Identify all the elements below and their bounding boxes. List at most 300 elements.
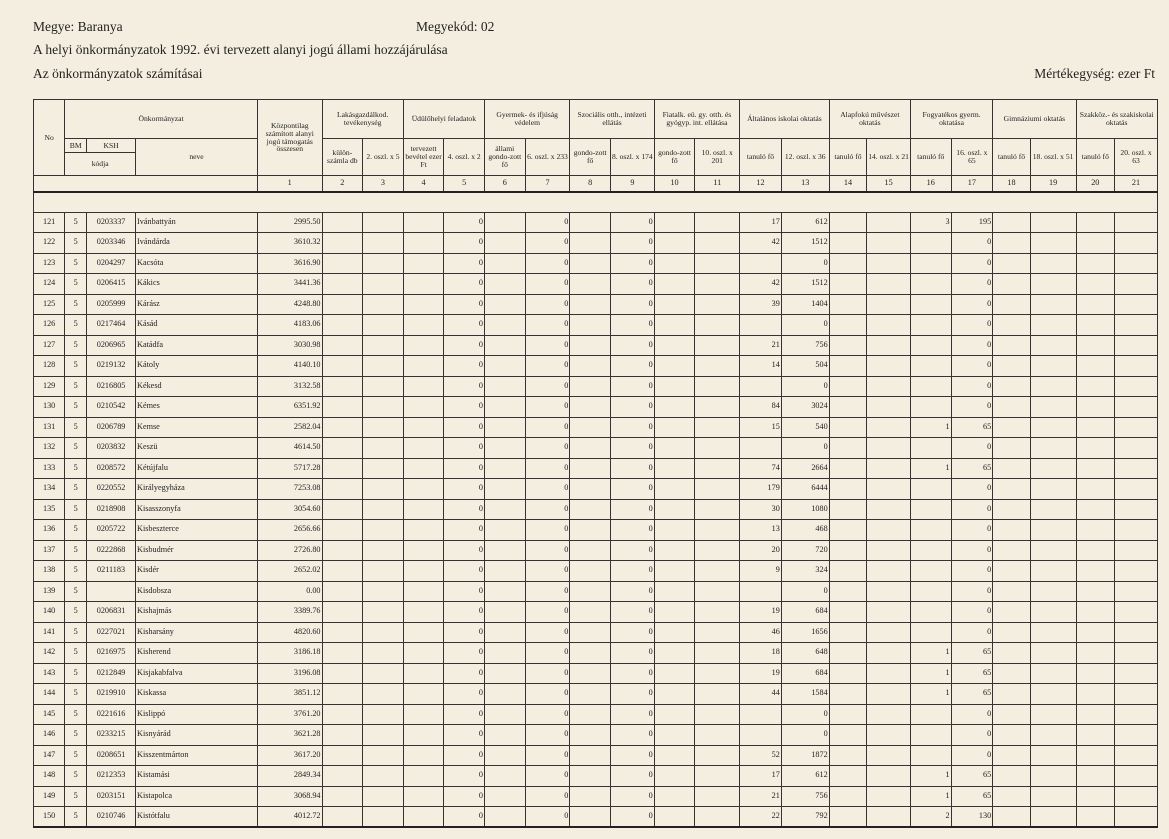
value-cell-c15	[867, 622, 911, 643]
value-cell-c10	[654, 540, 695, 561]
value-cell-c12	[740, 315, 782, 336]
value-cell-c6	[484, 458, 525, 479]
value-cell-c7: 0	[525, 540, 570, 561]
value-cell-c2	[322, 581, 363, 602]
value-cell-c19	[1030, 294, 1076, 315]
value-cell-c9: 0	[611, 725, 655, 746]
value-cell-c7: 0	[525, 397, 570, 418]
value-cell-c18	[993, 602, 1030, 623]
value-cell-c17: 0	[951, 233, 993, 254]
value-cell-c2	[322, 663, 363, 684]
value-cell-c16	[910, 233, 951, 254]
value-cell-c16	[910, 745, 951, 766]
value-cell-c17: 0	[951, 622, 993, 643]
value-cell-c5: 0	[444, 479, 485, 500]
value-cell-c10	[654, 376, 695, 397]
row-no-cell: 141	[34, 622, 65, 643]
ksh-code-cell: 0222868	[87, 540, 136, 561]
municipality-name-cell: Kisherend	[136, 643, 258, 664]
municipality-name-cell: Kislippó	[136, 704, 258, 725]
value-cell-c4	[403, 704, 444, 725]
total-cell: 2849.34	[257, 766, 322, 787]
value-cell-c7: 0	[525, 807, 570, 828]
value-cell-c12: 9	[740, 561, 782, 582]
group-header: Fogyatékos gyerm. oktatása	[910, 100, 992, 139]
value-cell-c5: 0	[444, 540, 485, 561]
value-cell-c10	[654, 438, 695, 459]
column-number: 7	[525, 176, 570, 192]
bm-code-cell: 5	[65, 663, 87, 684]
value-cell-c9: 0	[611, 520, 655, 541]
value-cell-c7: 0	[525, 725, 570, 746]
value-cell-c12: 20	[740, 540, 782, 561]
value-cell-c13: 0	[781, 376, 829, 397]
total-cell: 6351.92	[257, 397, 322, 418]
value-cell-c3	[363, 479, 404, 500]
total-cell: 2652.02	[257, 561, 322, 582]
sub-header: tanuló fő	[829, 139, 866, 176]
value-cell-c12	[740, 438, 782, 459]
value-cell-c2	[322, 376, 363, 397]
col-bm-header: BM	[65, 139, 87, 153]
column-number: 2	[322, 176, 363, 192]
value-cell-c19	[1030, 684, 1076, 705]
bm-code-cell: 5	[65, 520, 87, 541]
value-cell-c5: 0	[444, 663, 485, 684]
value-cell-c3	[363, 643, 404, 664]
value-cell-c15	[867, 479, 911, 500]
table-row	[34, 294, 1158, 315]
value-cell-c4	[403, 479, 444, 500]
row-no-cell: 126	[34, 315, 65, 336]
value-cell-c12: 39	[740, 294, 782, 315]
value-cell-c3	[363, 458, 404, 479]
table-row	[34, 233, 1158, 254]
value-cell-c17: 65	[951, 458, 993, 479]
sub-header: tanuló fő	[910, 139, 951, 176]
value-cell-c20	[1076, 274, 1115, 295]
value-cell-c17: 0	[951, 397, 993, 418]
table-header	[34, 100, 1158, 192]
value-cell-c8	[570, 212, 611, 233]
bm-code-cell: 5	[65, 684, 87, 705]
value-cell-c16: 3	[910, 212, 951, 233]
unit-label: Mértékegység: ezer Ft	[1034, 66, 1155, 81]
value-cell-c18	[993, 253, 1030, 274]
value-cell-c4	[403, 602, 444, 623]
value-cell-c4	[403, 581, 444, 602]
value-cell-c13: 612	[781, 212, 829, 233]
value-cell-c15	[867, 725, 911, 746]
value-cell-c21	[1115, 376, 1158, 397]
municipality-name-cell: Kékesd	[136, 376, 258, 397]
column-number: 20	[1076, 176, 1115, 192]
county-code-label: Megyekód: 02	[416, 19, 495, 34]
value-cell-c8	[570, 704, 611, 725]
value-cell-c11	[695, 704, 740, 725]
value-cell-c17: 0	[951, 356, 993, 377]
value-cell-c2	[322, 458, 363, 479]
municipality-name-cell: Kisbudmér	[136, 540, 258, 561]
value-cell-c14	[829, 786, 866, 807]
value-cell-c2	[322, 786, 363, 807]
value-cell-c17: 65	[951, 663, 993, 684]
value-cell-c9: 0	[611, 766, 655, 787]
value-cell-c2	[322, 274, 363, 295]
ksh-code-cell: 0219910	[87, 684, 136, 705]
value-cell-c7: 0	[525, 356, 570, 377]
value-cell-c5: 0	[444, 233, 485, 254]
column-number: 4	[403, 176, 444, 192]
value-cell-c2	[322, 499, 363, 520]
value-cell-c16	[910, 376, 951, 397]
value-cell-c20	[1076, 499, 1115, 520]
municipality-name-cell: Kásád	[136, 315, 258, 336]
value-cell-c6	[484, 335, 525, 356]
table-row	[34, 274, 1158, 295]
value-cell-c11	[695, 745, 740, 766]
value-cell-c20	[1076, 622, 1115, 643]
value-cell-c13: 792	[781, 807, 829, 828]
value-cell-c10	[654, 684, 695, 705]
value-cell-c10	[654, 581, 695, 602]
value-cell-c9: 0	[611, 212, 655, 233]
bm-code-cell: 5	[65, 274, 87, 295]
group-header: Szociális otth., intézeti ellátás	[570, 100, 654, 139]
value-cell-c11	[695, 335, 740, 356]
value-cell-c17: 0	[951, 561, 993, 582]
value-cell-c15	[867, 786, 911, 807]
value-cell-c8	[570, 397, 611, 418]
value-cell-c20	[1076, 335, 1115, 356]
value-cell-c11	[695, 684, 740, 705]
value-cell-c13: 720	[781, 540, 829, 561]
value-cell-c11	[695, 643, 740, 664]
value-cell-c15	[867, 294, 911, 315]
value-cell-c4	[403, 294, 444, 315]
value-cell-c11	[695, 807, 740, 828]
bm-code-cell: 5	[65, 233, 87, 254]
value-cell-c14	[829, 622, 866, 643]
value-cell-c7: 0	[525, 622, 570, 643]
value-cell-c18	[993, 499, 1030, 520]
value-cell-c7: 0	[525, 643, 570, 664]
value-cell-c6	[484, 315, 525, 336]
value-cell-c13: 0	[781, 704, 829, 725]
value-cell-c18	[993, 417, 1030, 438]
sub-header: tanuló fő	[740, 139, 782, 176]
value-cell-c10	[654, 212, 695, 233]
value-cell-c5: 0	[444, 458, 485, 479]
value-cell-c21	[1115, 602, 1158, 623]
value-cell-c5: 0	[444, 745, 485, 766]
total-cell: 2582.04	[257, 417, 322, 438]
value-cell-c16	[910, 356, 951, 377]
municipality-name-cell: Kisszentmárton	[136, 745, 258, 766]
municipality-name-cell: Kisbeszterce	[136, 520, 258, 541]
total-cell: 3389.76	[257, 602, 322, 623]
value-cell-c13: 1584	[781, 684, 829, 705]
value-cell-c10	[654, 356, 695, 377]
value-cell-c18	[993, 356, 1030, 377]
ksh-code-cell: 0205999	[87, 294, 136, 315]
value-cell-c5: 0	[444, 417, 485, 438]
total-cell: 4820.60	[257, 622, 322, 643]
value-cell-c18	[993, 725, 1030, 746]
row-no-cell: 134	[34, 479, 65, 500]
value-cell-c9: 0	[611, 294, 655, 315]
value-cell-c3	[363, 704, 404, 725]
value-cell-c9: 0	[611, 540, 655, 561]
value-cell-c5: 0	[444, 725, 485, 746]
value-cell-c11	[695, 458, 740, 479]
table-row	[34, 499, 1158, 520]
value-cell-c4	[403, 786, 444, 807]
value-cell-c9: 0	[611, 479, 655, 500]
value-cell-c18	[993, 561, 1030, 582]
value-cell-c4	[403, 274, 444, 295]
value-cell-c13: 756	[781, 786, 829, 807]
value-cell-c16	[910, 335, 951, 356]
value-cell-c18	[993, 807, 1030, 828]
value-cell-c19	[1030, 335, 1076, 356]
row-no-cell: 144	[34, 684, 65, 705]
bm-code-cell: 5	[65, 458, 87, 479]
total-cell: 7253.08	[257, 479, 322, 500]
value-cell-c9: 0	[611, 643, 655, 664]
value-cell-c17: 130	[951, 807, 993, 828]
value-cell-c3	[363, 335, 404, 356]
total-cell: 3610.32	[257, 233, 322, 254]
value-cell-c14	[829, 233, 866, 254]
value-cell-c10	[654, 397, 695, 418]
value-cell-c17: 0	[951, 376, 993, 397]
value-cell-c2	[322, 294, 363, 315]
value-cell-c3	[363, 684, 404, 705]
column-number: 17	[951, 176, 993, 192]
bm-code-cell: 5	[65, 212, 87, 233]
value-cell-c15	[867, 233, 911, 254]
value-cell-c6	[484, 766, 525, 787]
value-cell-c20	[1076, 766, 1115, 787]
bm-code-cell: 5	[65, 540, 87, 561]
municipality-name-cell: Kemse	[136, 417, 258, 438]
value-cell-c12	[740, 581, 782, 602]
value-cell-c4	[403, 807, 444, 828]
value-cell-c7: 0	[525, 704, 570, 725]
value-cell-c20	[1076, 479, 1115, 500]
total-cell: 3616.90	[257, 253, 322, 274]
row-no-cell: 135	[34, 499, 65, 520]
value-cell-c9: 0	[611, 581, 655, 602]
value-cell-c20	[1076, 253, 1115, 274]
value-cell-c13: 0	[781, 438, 829, 459]
table-row	[34, 253, 1158, 274]
value-cell-c4	[403, 499, 444, 520]
municipality-name-cell: Kátoly	[136, 356, 258, 377]
total-cell: 2656.66	[257, 520, 322, 541]
value-cell-c14	[829, 335, 866, 356]
value-cell-c2	[322, 438, 363, 459]
table-body	[34, 192, 1158, 828]
col-onkormanyzat-header: Önkormányzat	[65, 100, 258, 139]
column-number: 16	[910, 176, 951, 192]
value-cell-c21	[1115, 581, 1158, 602]
municipality-name-cell: Kisasszonyfa	[136, 499, 258, 520]
value-cell-c19	[1030, 438, 1076, 459]
row-no-cell: 131	[34, 417, 65, 438]
value-cell-c13: 0	[781, 253, 829, 274]
value-cell-c10	[654, 335, 695, 356]
value-cell-c20	[1076, 520, 1115, 541]
value-cell-c19	[1030, 622, 1076, 643]
value-cell-c16	[910, 704, 951, 725]
row-no-cell: 146	[34, 725, 65, 746]
sub-header: állami gondo-zott fő	[484, 139, 525, 176]
value-cell-c12: 42	[740, 274, 782, 295]
ksh-code-cell: 0206415	[87, 274, 136, 295]
bm-code-cell: 5	[65, 602, 87, 623]
value-cell-c14	[829, 561, 866, 582]
value-cell-c7: 0	[525, 786, 570, 807]
value-cell-c10	[654, 233, 695, 254]
value-cell-c19	[1030, 499, 1076, 520]
value-cell-c21	[1115, 725, 1158, 746]
row-no-cell: 140	[34, 602, 65, 623]
value-cell-c21	[1115, 643, 1158, 664]
value-cell-c16: 1	[910, 458, 951, 479]
value-cell-c2	[322, 397, 363, 418]
value-cell-c8	[570, 274, 611, 295]
column-number: 18	[993, 176, 1030, 192]
value-cell-c4	[403, 356, 444, 377]
value-cell-c9: 0	[611, 807, 655, 828]
value-cell-c20	[1076, 233, 1115, 254]
value-cell-c13: 0	[781, 581, 829, 602]
value-cell-c20	[1076, 315, 1115, 336]
value-cell-c20	[1076, 356, 1115, 377]
value-cell-c15	[867, 581, 911, 602]
value-cell-c10	[654, 704, 695, 725]
bm-code-cell: 5	[65, 704, 87, 725]
value-cell-c21	[1115, 663, 1158, 684]
municipality-name-cell: Kisdér	[136, 561, 258, 582]
value-cell-c7: 0	[525, 663, 570, 684]
value-cell-c19	[1030, 417, 1076, 438]
value-cell-c6	[484, 417, 525, 438]
value-cell-c11	[695, 212, 740, 233]
ksh-code-cell: 0206789	[87, 417, 136, 438]
value-cell-c14	[829, 663, 866, 684]
value-cell-c11	[695, 520, 740, 541]
value-cell-c19	[1030, 253, 1076, 274]
value-cell-c3	[363, 663, 404, 684]
ksh-code-cell: 0216805	[87, 376, 136, 397]
value-cell-c8	[570, 315, 611, 336]
row-no-cell: 129	[34, 376, 65, 397]
value-cell-c14	[829, 684, 866, 705]
value-cell-c11	[695, 274, 740, 295]
row-no-cell: 143	[34, 663, 65, 684]
value-cell-c2	[322, 766, 363, 787]
value-cell-c7: 0	[525, 417, 570, 438]
value-cell-c20	[1076, 807, 1115, 828]
value-cell-c7: 0	[525, 335, 570, 356]
value-cell-c10	[654, 766, 695, 787]
value-cell-c8	[570, 540, 611, 561]
row-no-cell: 149	[34, 786, 65, 807]
value-cell-c7: 0	[525, 253, 570, 274]
value-cell-c15	[867, 561, 911, 582]
bm-code-cell: 5	[65, 581, 87, 602]
value-cell-c21	[1115, 315, 1158, 336]
value-cell-c7: 0	[525, 520, 570, 541]
sub-header: 8. oszl. x 174	[611, 139, 655, 176]
value-cell-c4	[403, 540, 444, 561]
group-header: Alapfokú művészet oktatás	[829, 100, 910, 139]
value-cell-c17: 0	[951, 335, 993, 356]
value-cell-c9: 0	[611, 274, 655, 295]
value-cell-c7: 0	[525, 602, 570, 623]
value-cell-c21	[1115, 417, 1158, 438]
table-row	[34, 458, 1158, 479]
value-cell-c4	[403, 397, 444, 418]
municipality-name-cell: Kacsóta	[136, 253, 258, 274]
row-no-cell: 133	[34, 458, 65, 479]
value-cell-c18	[993, 786, 1030, 807]
value-cell-c9: 0	[611, 397, 655, 418]
value-cell-c7: 0	[525, 745, 570, 766]
total-cell: 4140.10	[257, 356, 322, 377]
bm-code-cell: 5	[65, 376, 87, 397]
value-cell-c21	[1115, 745, 1158, 766]
row-no-cell: 132	[34, 438, 65, 459]
value-cell-c19	[1030, 807, 1076, 828]
municipality-name-cell: Katádfa	[136, 335, 258, 356]
value-cell-c9: 0	[611, 684, 655, 705]
value-cell-c20	[1076, 786, 1115, 807]
value-cell-c9: 0	[611, 315, 655, 336]
value-cell-c12: 30	[740, 499, 782, 520]
value-cell-c10	[654, 253, 695, 274]
total-cell: 2995.50	[257, 212, 322, 233]
municipality-name-cell: Kisjakabfalva	[136, 663, 258, 684]
value-cell-c11	[695, 233, 740, 254]
value-cell-c15	[867, 745, 911, 766]
value-cell-c12	[740, 376, 782, 397]
value-cell-c14	[829, 274, 866, 295]
value-cell-c15	[867, 807, 911, 828]
value-cell-c16	[910, 581, 951, 602]
municipality-name-cell: Kisnyárád	[136, 725, 258, 746]
value-cell-c5: 0	[444, 643, 485, 664]
total-cell: 4183.06	[257, 315, 322, 336]
municipality-name-cell: Kisdobsza	[136, 581, 258, 602]
bm-code-cell: 5	[65, 622, 87, 643]
value-cell-c14	[829, 376, 866, 397]
value-cell-c15	[867, 663, 911, 684]
sub-header: 18. oszl. x 51	[1030, 139, 1076, 176]
municipality-name-cell: Kétújfalu	[136, 458, 258, 479]
sub-header: 14. oszl. x 21	[867, 139, 911, 176]
value-cell-c18	[993, 274, 1030, 295]
value-cell-c2	[322, 356, 363, 377]
value-cell-c19	[1030, 540, 1076, 561]
value-cell-c17: 0	[951, 274, 993, 295]
value-cell-c14	[829, 315, 866, 336]
sub-header: 2. oszl. x 5	[363, 139, 404, 176]
value-cell-c14	[829, 807, 866, 828]
